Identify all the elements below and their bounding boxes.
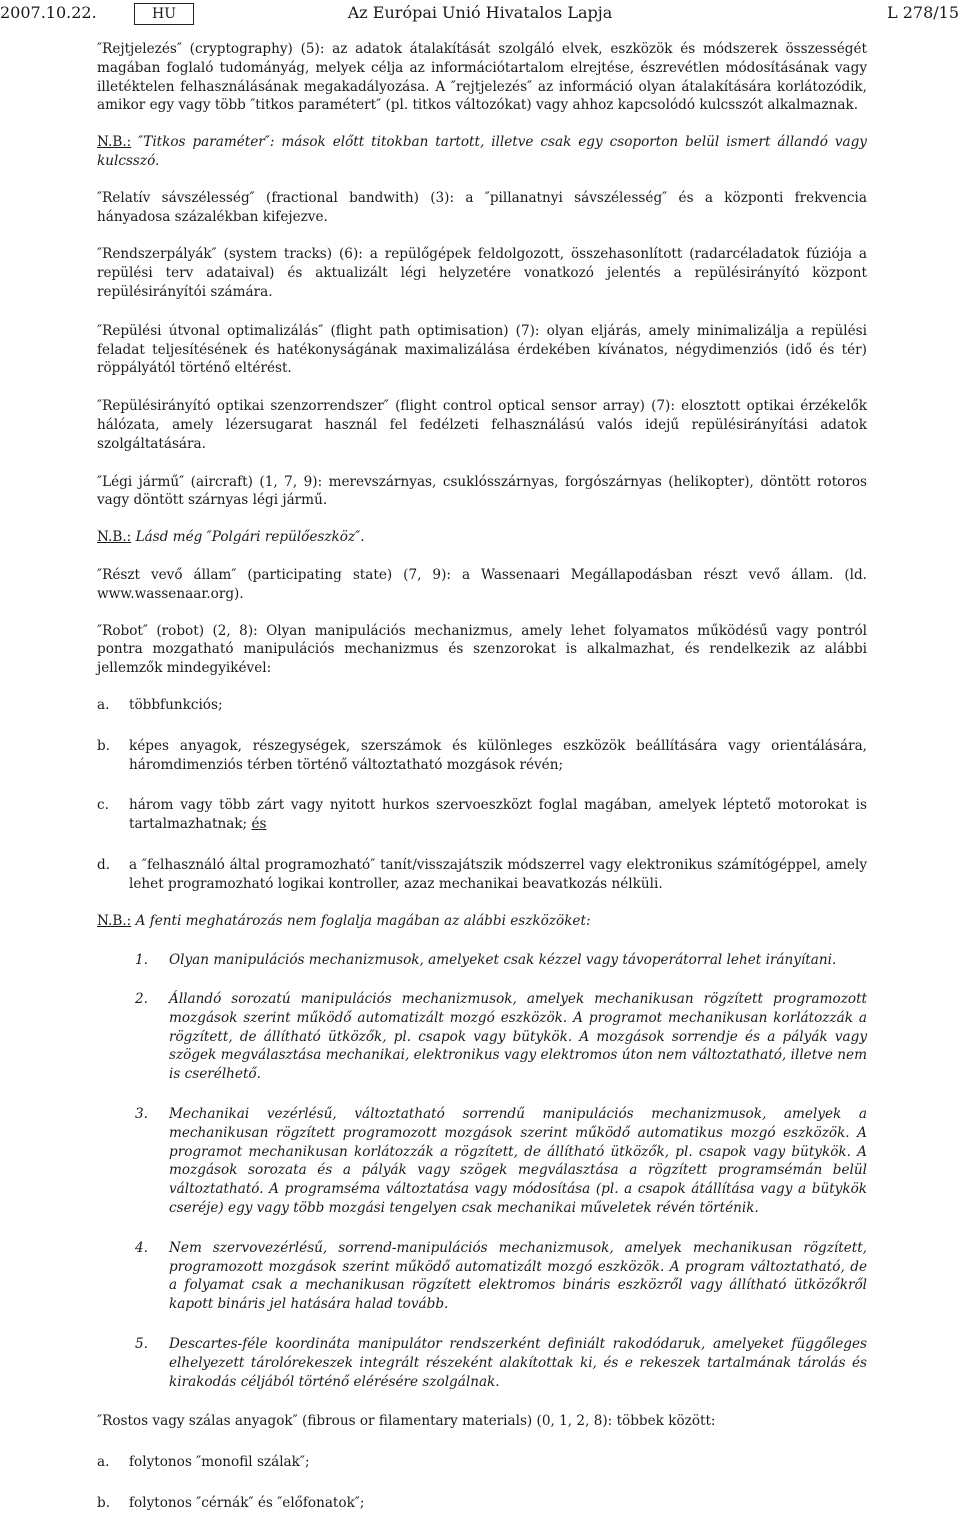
definition-rejtjelezes: ″Rejtjelezés″ (cryptography) (5): az adatok átalakítását szolgáló elvek, eszközök és módszerek összességét magában foglaló tudományág, melyek célja az információtartalom elrejtése, észrevétlen módosításának vagy illetéktelen felhasználásának megakadályozása. A ″rejtjelezés″ az információ olyan átalakítására korlátozódik, amikor egy vagy több ″titkos paramétert″ (pl. titkos változókat) vagy ahhoz kapcsolódó kulcsszót alkalmaznak.	[97, 41, 867, 114]
robot-list-item	[97, 696, 867, 715]
exclusion-text: Olyan manipulációs mechanizmusok, amelyeket csak kézzel vagy távoperátorral lehet irányítani.	[169, 952, 837, 969]
exclusion-number: 4.	[135, 1239, 148, 1256]
exclusion-item	[97, 1335, 867, 1391]
list-item-label: a.	[97, 696, 110, 713]
exclusion-number: 3.	[135, 1106, 148, 1123]
exclusion-number: 2.	[135, 991, 148, 1008]
list-item-text: képes anyagok, részegységek, szerszámok és különleges eszközök beállítására vagy orientálására, háromdimenziós térben történő változtatható mozgások révén;	[129, 737, 867, 773]
exclusion-text: Mechanikai vezérlésű, változtatható sorrendű manipulációs mechanizmusok, amelyek a mechanikusan rögzített programozott mozgások szerint működő automatikus mozgó eszközök. A programot mechanikusan korlátozzák a rögzített, de állítható ütközők, pl. csapok vagy bütykök. A mozgások sorozata és a pályák vagy szögek megválasztása a rögzített programsémán belül változtatható. A programséma változtatása vagy módosítása (pl. a csapok átállítása vagy a bütykök cseréje) egy vagy több mozgási tengelyen csak mechanikai műveletek révén történik.	[169, 1106, 867, 1217]
exclusion-text: Descartes-féle koordináta manipulátor rendszerként definiált rakodódaruk, amelyeket függőleges elhelyezett tárolórekeszek integrált részeként alakítottak ki, és e rekeszek tartalmának tárolás és kirakodás céljából történő elérésére szolgálnak.	[169, 1336, 867, 1390]
note-titkos-parameter	[97, 133, 867, 171]
robot-list-item	[97, 737, 867, 775]
list-item-label: d.	[97, 856, 111, 873]
exclusion-item	[97, 1105, 867, 1218]
exclusion-number: 1.	[135, 952, 148, 969]
list-item-text: három vagy több zárt vagy nyitott hurkos szervoeszközt foglal magában, amelyek léptető motorokat is tartalmazhatnak;	[129, 797, 867, 833]
exclusion-item	[97, 1239, 867, 1314]
exclusion-number: 5.	[135, 1336, 148, 1353]
header-page-number: L 278/15	[887, 3, 959, 22]
nb-text: A fenti meghatározás nem foglalja magában az alábbi eszközöket:	[131, 912, 591, 929]
exclusion-item	[97, 951, 867, 970]
list-item-text: a ″felhasználó által programozható″ tanít/visszajátszik módszerrel vagy elektronikus számítógéppel, amely lehet programozható logikai kontroller, azaz mechanikai beavatkozás nélküli.	[129, 856, 867, 892]
list-item-label: a.	[97, 1454, 110, 1471]
document-body	[97, 40, 867, 1513]
definition-rostos-anyagok: ″Rostos vagy szálas anyagok″ (fibrous or filamentary materials) (0, 1, 2, 8): többek között:	[97, 1413, 716, 1430]
nb-label: N.B.:	[97, 134, 132, 151]
robot-list-item	[97, 796, 867, 834]
rostos-list-item	[97, 1494, 867, 1513]
list-item-text: folytonos ″monofil szálak″;	[129, 1454, 310, 1471]
page-header	[0, 3, 960, 25]
list-item-label: b.	[97, 737, 111, 754]
exclusion-item	[97, 990, 867, 1084]
exclusion-text: Nem szervovezérlésű, sorrend-manipulációs mechanizmusok, amelyek mechanikusan rögzített, programozott mozgások szerint működő automatizált mozgó eszközök. A program változtatható, de a folyamat csak a mechanikusan rögzített elektromos bináris eszközről vagy állítható ütközőkről kapott bináris jel hatására halad tovább.	[169, 1239, 867, 1313]
definition-repulesi-utvonal: ″Repülési útvonal optimalizálás″ (flight path optimisation) (7): olyan eljárás, amely minimalizálja a repülési feladat teljesítésének és hatékonyságának maximalizálása érdekében kívánatos, négydimenziós (idő és tér) röppályától történő eltérést.	[97, 322, 867, 377]
nb-text: ″Titkos paraméter″: mások előtt titokban tartott, illetve csak egy csoporton belül ismert állandó vagy kulcsszó.	[97, 134, 867, 169]
definition-robot: ″Robot″ (robot) (2, 8): Olyan manipulációs mechanizmus, amely lehet folyamatos működésű vagy pontról pontra mozgatható manipulációs mechanizmus és szenzorokat is alkalmazhat, és rendelkezik az alábbi jellemzők mindegyikével:	[97, 622, 867, 677]
robot-list-item	[97, 856, 867, 894]
definition-legi-jarmu: ″Légi jármű″ (aircraft) (1, 7, 9): merevszárnyas, csuklósszárnyas, forgószárnyas (helikopter), döntött rotoros vagy döntött szárnyas légi jármű.	[97, 473, 867, 509]
nb-label: N.B.:	[97, 912, 132, 929]
rostos-list-item	[97, 1453, 867, 1472]
definition-repulesiranyito: ″Repülésirányító optikai szenzorrendszer″ (flight control optical sensor array) (7): elosztott optikai érzékelők hálózata, amely lézersugarat használ fel fedélzeti felhasználású valós idejű repülésirányítási adatok szolgáltatására.	[97, 398, 867, 452]
exclusion-text: Állandó sorozatú manipulációs mechanizmusok, amelyek mechanikusan rögzített programozott mozgások szerint működő automatizált mozgó eszközök. A programot mechanikusan korlátozzák a rögzített, de állítható ütközők, pl. csapok vagy bütykök. A mozgások sorrendje és a pályák vagy szögek megválasztása mechanikai, elektronikus vagy elektromos úton nem változtatható, illetve nem is cserélhető.	[169, 991, 867, 1083]
nb-label: N.B.:	[97, 529, 132, 546]
list-item-label: c.	[97, 797, 109, 814]
note-exclusions-intro	[97, 912, 867, 931]
definition-rendszerpalyak: ″Rendszerpályák″ (system tracks) (6): a repülőgépek feldolgozott, összehasonlított (radarcéladatok fúziója a repülési terv adataival) és aktualizált légi helyzetére vonatkozó jelentés a repülésirányító központ repülésirányítói számára.	[97, 246, 867, 300]
nb-text: Lásd még ″Polgári repülőeszköz″.	[131, 529, 365, 546]
header-language-badge: HU	[134, 3, 194, 25]
list-item-label: b.	[97, 1495, 111, 1512]
definition-relativ-savszelesseg: ″Relatív sávszélesség″ (fractional bandwith) (3): a ″pillanatnyi sávszélesség″ és a központi frekvencia hányadosa százalékban kifejezve.	[97, 189, 867, 225]
header-date: 2007.10.22.	[0, 3, 97, 22]
header-journal-title: Az Európai Unió Hivatalos Lapja	[347, 3, 613, 22]
list-item-text: folytonos ″cérnák″ és ″előfonatok″;	[129, 1495, 365, 1512]
list-item-text: többfunkciós;	[129, 696, 223, 713]
definition-reszt-vevo-allam: ″Részt vevő állam″ (participating state) (7, 9): a Wassenaari Megállapodásban részt vevő állam. (ld. www.wassenaar.org).	[97, 566, 867, 602]
note-polgari-repuloeszkoz	[97, 528, 867, 547]
list-item-conjunction: és	[251, 816, 267, 833]
